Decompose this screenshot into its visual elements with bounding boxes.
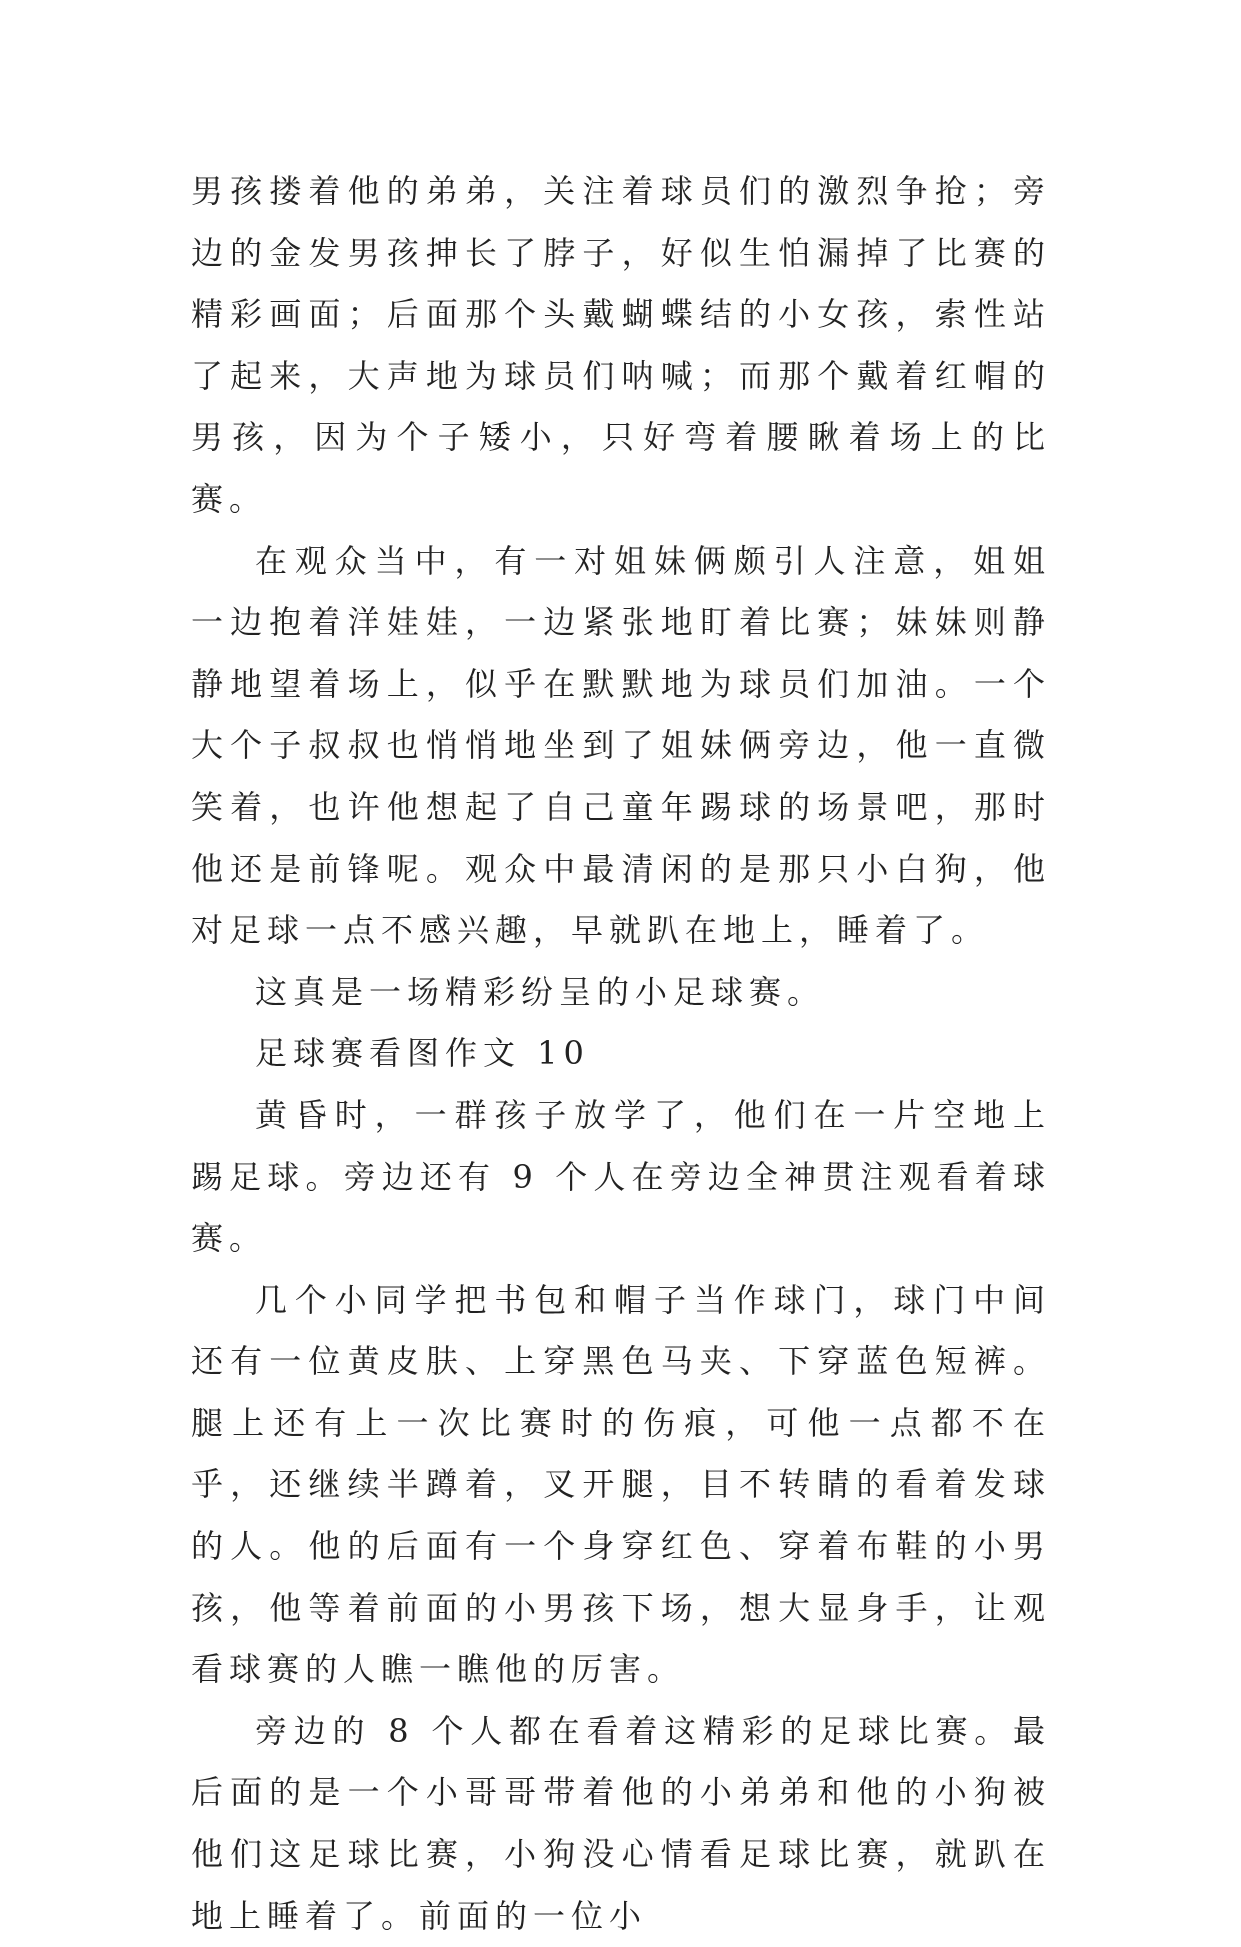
paragraph-4: 黄昏时，一群孩子放学了，他们在一片空地上踢足球。旁边还有 9 个人在旁边全神贯注观看着球赛。 [191,1095,1051,1258]
paragraph-1: 男孩搂着他的弟弟，关注着球员们的激烈争抢；旁边的金发男孩抻长了脖子，好似生怕漏掉了比赛的精彩画面；后面那个头戴蝴蝶结的小女孩，索性站了起来，大声地为球员们呐喊；而那个戴着红帽的男孩，因为个子矮小，只好弯着腰瞅着场上的比赛。 [191,172,1051,518]
section-heading: 足球赛看图作文 10 [255,1034,590,1073]
paragraph-5: 几个小同学把书包和帽子当作球门，球门中间还有一位黄皮肤、上穿黑色马夹、下穿蓝色短裤。腿上还有上一次比赛时的伤痕，可他一点都不在乎，还继续半蹲着，叉开腿，目不转睛的看着发球的人。他的后面有一个身穿红色、穿着布鞋的小男孩，他等着前面的小男孩下场，想大显身手，让观看球赛的人瞧一瞧他的厉害。 [191,1280,1051,1689]
paragraph-2: 在观众当中，有一对姐妹俩颇引人注意，姐姐一边抱着洋娃娃，一边紧张地盯着比赛；妹妹则静静地望着场上，似乎在默默地为球员们加油。一个大个子叔叔也悄悄地坐到了姐妹俩旁边，他一直微笑着，也许他想起了自己童年踢球的场景吧，那时他还是前锋呢。观众中最清闲的是那只小白狗，他对足球一点不感兴趣，早就趴在地上，睡着了。 [191,541,1051,950]
paragraph-3: 这真是一场精彩纷呈的小足球赛。 [255,972,826,1011]
paragraph-6: 旁边的 8 个人都在看着这精彩的足球比赛。最后面的是一个小哥哥带着他的小弟弟和他的小狗被他们这足球比赛，小狗没心情看足球比赛，就趴在地上睡着了。前面的一位小 [191,1711,1051,1935]
document-body [191,161,1051,1947]
